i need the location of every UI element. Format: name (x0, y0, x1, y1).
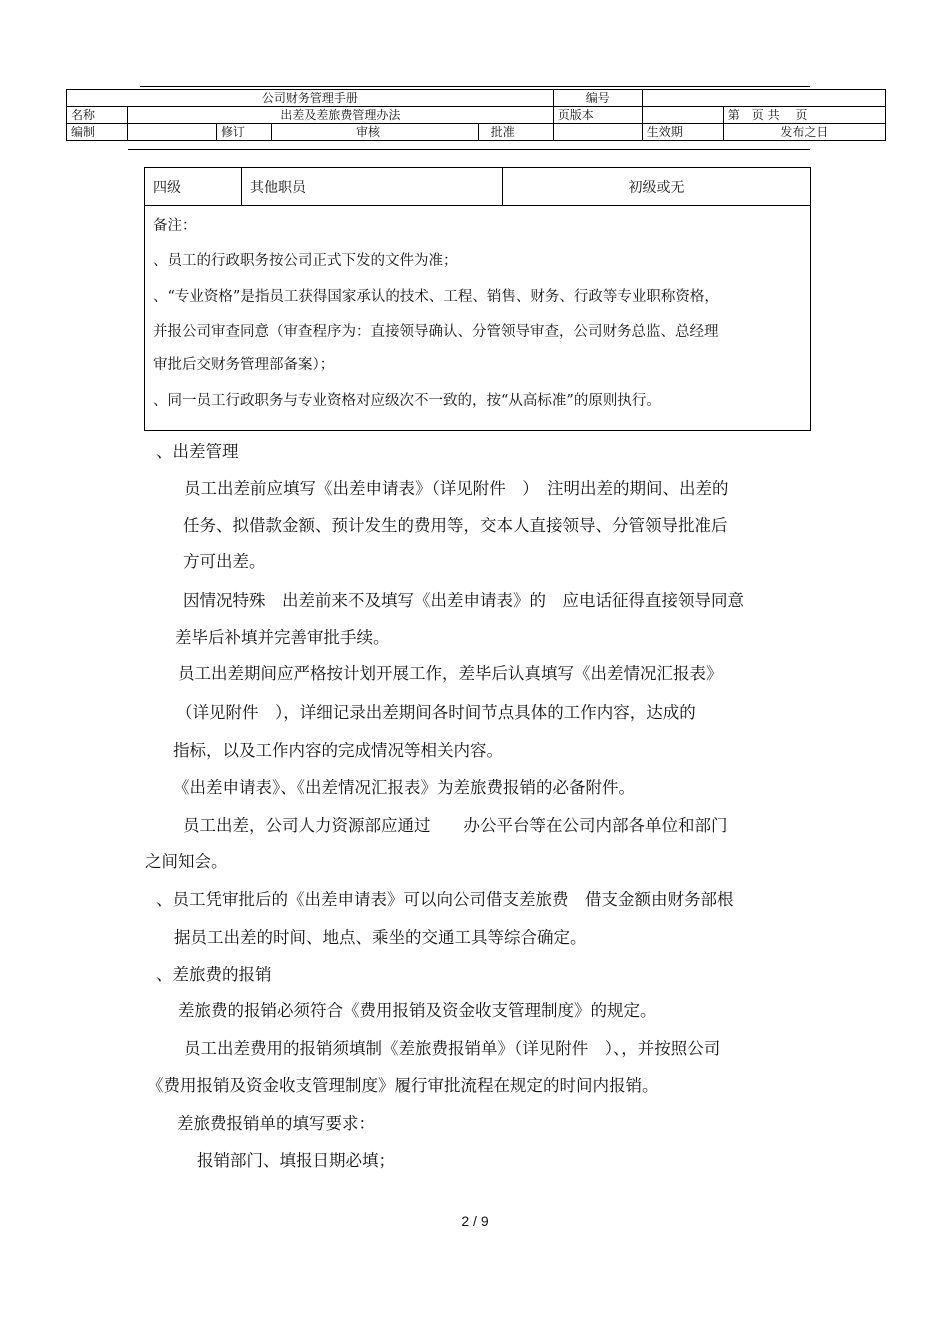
grade-staff: 其他职员 (242, 168, 503, 206)
revise-label: 修订 (217, 124, 272, 141)
body-line: 据员工出差的时间、地点、乘坐的交通工具等综合确定。 (174, 928, 587, 947)
section-heading: 、出差管理 (156, 442, 239, 461)
effective-value: 发布之日 (723, 124, 885, 141)
body-line: 差毕后补填并完善审批手续。 (175, 628, 390, 647)
note-item: 审批后交财务管理部备案）； (153, 357, 335, 373)
body-line: 报销部门、填报日期必填； (197, 1151, 395, 1170)
name-label: 名称 (67, 107, 128, 124)
grade-table (144, 167, 811, 206)
body-line: 方可出差。 (183, 552, 266, 571)
note-item: 并报公司审查同意（审查程序为：直接领导确认、分管领导审查，公司财务总监、总经理 (153, 324, 719, 340)
body-line: 、员工凭审批后的《出差申请表》可以向公司借支差旅费 借支金额由财务部根 (156, 890, 734, 909)
page-number: 2 / 9 (461, 1213, 489, 1229)
body-line: （详见附件 ），详细记录出差期间各时间节点具体的工作内容，达成的 (176, 703, 696, 722)
section-heading: 、差旅费的报销 (156, 965, 272, 984)
body-line: 指标，以及工作内容的完成情况等相关内容。 (173, 741, 503, 760)
page-count-label: 第 页 共 页 (723, 107, 885, 124)
effective-label: 生效期 (642, 124, 723, 141)
edit-label: 编制 (67, 124, 128, 141)
approve-value (553, 124, 642, 141)
name-value: 出差及差旅费管理办法 (128, 107, 554, 124)
body-line: 差旅费的报销必须符合《费用报销及资金收支管理制度》的规定。 (178, 1001, 657, 1020)
body-line: 员工出差费用的报销须填制《差旅费报销单》（详见附件 ）、，并按照公司 (184, 1039, 721, 1058)
body-line: 员工出差，公司人力资源部应通过 办公平台等在公司内部各单位和部门 (183, 816, 728, 835)
body-line: 差旅费报销单的填写要求： (177, 1114, 375, 1133)
notes-title: 备注： (153, 218, 197, 234)
grade-level: 四级 (145, 168, 242, 206)
note-item: 、同一员工行政职务与专业资格对应级次不一致的，按“从高标准”的原则执行。 (153, 393, 661, 409)
body-line: 因情况特殊 出差前来不及填写《出差申请表》的 应电话征得直接领导同意 (183, 591, 744, 610)
header-top-rule (140, 86, 810, 87)
body-line: 员工出差前应填写《出差申请表》（详见附件 ） 注明出差的期间、出差的 (184, 479, 729, 498)
note-item: 、“专业资格”是指员工获得国家承认的技术、工程、销售、财务、行政等专业职称资格， (153, 289, 719, 305)
number-value (642, 90, 885, 107)
manual-title: 公司财务管理手册 (67, 90, 554, 107)
body-line: 员工出差期间应严格按计划开展工作，差毕后认真填写《出差情况汇报表》 (178, 664, 723, 683)
body-line: 《出差申请表》、《出差情况汇报表》为差旅费报销的必备附件。 (173, 778, 635, 797)
edit-value (128, 124, 217, 141)
grade-qualification: 初级或无 (503, 168, 811, 206)
version-value (642, 107, 723, 124)
version-label: 页版本 (553, 107, 642, 124)
body-line: 之间知会。 (145, 852, 228, 871)
approve-label: 批准 (478, 124, 553, 141)
document-header-table (66, 89, 886, 141)
body-line: 任务、拟借款金额、预计发生的费用等，交本人直接领导、分管领导批准后 (183, 516, 728, 535)
note-item: 、员工的行政职务按公司正式下发的文件为准； (153, 253, 458, 269)
review-label: 审核 (272, 124, 479, 141)
header-bottom-rule (128, 149, 810, 150)
body-line: 《费用报销及资金收支管理制度》履行审批流程在规定的时间内报销。 (147, 1076, 659, 1095)
number-label: 编号 (553, 90, 642, 107)
notes-box (144, 206, 811, 431)
